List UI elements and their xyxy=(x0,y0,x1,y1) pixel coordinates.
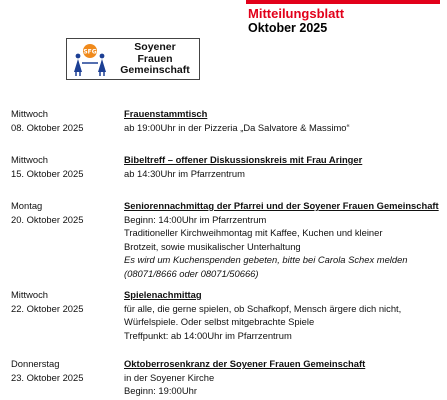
event-body xyxy=(124,153,444,180)
event-date: 22. Oktober 2025 xyxy=(11,302,84,314)
newsletter-month: Oktober 2025 xyxy=(248,21,328,35)
event-detail: ab 19:00Uhr in der Pizzeria „Da Salvatore & Massimo“ xyxy=(124,121,350,133)
event-title: Seniorennachmittag der Pfarrei und der Soyener Frauen Gemeinschaft xyxy=(124,200,439,211)
logo-text xyxy=(111,42,199,77)
logo-line: Gemeinschaft xyxy=(120,64,190,76)
event-detail: ab 14:30Uhr im Pfarrzentrum xyxy=(124,167,245,179)
event-title: Spielenachmittag xyxy=(124,289,202,300)
event-body xyxy=(124,199,444,281)
event-note: (08071/8666 oder 08071/50666) xyxy=(124,267,259,279)
header-red-bar xyxy=(246,0,440,4)
logo-line: Soyener xyxy=(134,41,176,53)
newsletter-title: Mitteilungsblatt xyxy=(248,6,345,21)
event-day: Mittwoch xyxy=(11,289,48,300)
event-note: Es wird um Kuchenspenden gebeten, bitte bei Carola Schex melden xyxy=(124,254,408,266)
event-detail: Würfelspiele. Oder selbst mitgebrachte Spiele xyxy=(124,316,315,328)
event-date: 20. Oktober 2025 xyxy=(11,213,84,225)
event-title: Bibeltreff – offener Diskussionskreis mit Frau Aringer xyxy=(124,154,363,165)
event-day: Mittwoch xyxy=(11,154,48,165)
event-detail: Beginn: 19:00Uhr xyxy=(124,385,197,397)
logo-line: Frauen xyxy=(137,52,173,65)
event-date: 08. Oktober 2025 xyxy=(11,121,84,133)
event-detail: Traditioneller Kirchweihmontag mit Kaffee, Kuchen und kleiner xyxy=(124,227,383,239)
event-detail: Treffpunkt: ab 14:00Uhr im Pfarrzentrum xyxy=(124,329,292,341)
event-detail: Brotzeit, sowie musikalischer Unterhaltung xyxy=(124,240,301,252)
event-body xyxy=(124,107,444,134)
event-day: Donnerstag xyxy=(11,358,60,369)
event-date: 23. Oktober 2025 xyxy=(11,371,84,383)
event-title: Frauenstammtisch xyxy=(124,108,208,119)
event-detail: in der Soyener Kirche xyxy=(124,371,215,383)
event-title: Oktoberrosenkranz der Soyener Frauen Gemeinschaft xyxy=(124,358,366,369)
event-detail: Beginn: 14:00Uhr im Pfarrzentrum xyxy=(124,213,267,225)
women-figures-logo-icon xyxy=(71,43,109,77)
event-body xyxy=(124,357,444,398)
association-logo xyxy=(66,38,200,80)
event-day: Montag xyxy=(11,200,43,211)
event-detail: für alle, die gerne spielen, ob Schafkopf, Mensch ärgere dich nicht, xyxy=(124,302,402,314)
event-body xyxy=(124,288,444,342)
event-day: Mittwoch xyxy=(11,108,48,119)
event-date: 15. Oktober 2025 xyxy=(11,167,84,179)
logo-badge-text: SFG xyxy=(83,48,97,56)
